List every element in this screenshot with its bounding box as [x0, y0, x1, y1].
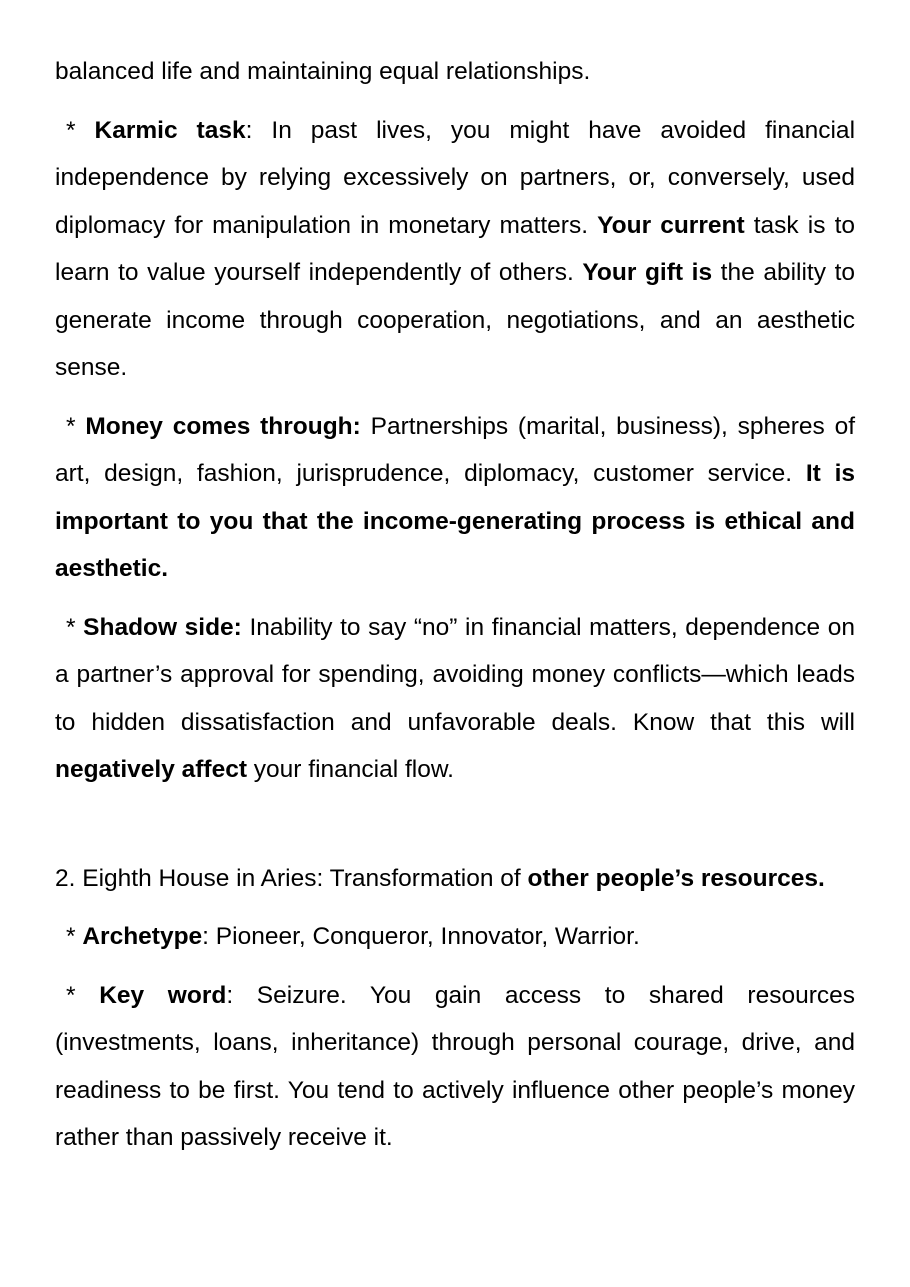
key-word-label: Key word [99, 981, 227, 1009]
bullet-marker: * [66, 116, 95, 144]
document-page [55, 48, 855, 1173]
archetype-paragraph [55, 913, 855, 961]
your-current-bold: Your current [597, 211, 745, 239]
money-comes-paragraph [55, 403, 855, 593]
karmic-task-text-3: the ability to generate income through cooperation, negotiations, and an aesthetic sense. [55, 259, 855, 381]
continuation-paragraph [55, 48, 855, 96]
bullet-marker: * [66, 981, 100, 1009]
other-peoples-resources-bold: other people’s resources. [527, 864, 825, 892]
your-gift-bold: Your gift is [582, 259, 713, 286]
continuation-text: balanced life and maintaining equal relationships. [55, 58, 591, 85]
money-comes-label: Money comes through: [85, 412, 361, 440]
shadow-side-label: Shadow side: [83, 613, 242, 641]
important-ethical-bold: It is important to you that the income-generating process is ethical and aesthetic. [55, 460, 855, 582]
archetype-text: : Pioneer, Conqueror, Innovator, Warrior. [202, 923, 640, 950]
bullet-marker: * [66, 412, 86, 440]
shadow-side-text: Inability to say “no” in financial matters, dependence on a partner’s approval for spending, avoiding money conflicts—which leads to hidden dissatisfaction and unfavorable deals. Know that this will [55, 613, 855, 736]
bullet-marker: * [66, 923, 83, 950]
negatively-affect-bold: negatively affect [55, 756, 247, 783]
money-comes-text: Partnerships (marital, business), spheres of art, design, fashion, jurisprudence, diplomacy, customer service. [55, 412, 856, 487]
karmic-task-text: : In past lives, you might have avoided financial independence by relying excessively on partners, or, conversely, used diplomacy for manipulation in monetary matters. [55, 116, 856, 239]
eighth-house-heading [55, 855, 855, 903]
karmic-task-paragraph [55, 107, 855, 392]
bullet-marker: * [66, 613, 84, 641]
archetype-label: Archetype [82, 923, 203, 950]
karmic-task-text-2: task is to learn to value yourself independently of others. [55, 211, 856, 286]
karmic-task-label: Karmic task [94, 116, 246, 144]
section-gap [55, 805, 855, 855]
key-word-text: : Seizure. You gain access to shared resources (investments, loans, inheritance) through personal courage, drive, and readiness to be first. You tend to actively influence other people’s money rather than passively receive it. [55, 981, 855, 1151]
key-word-paragraph [55, 972, 855, 1162]
eighth-house-text: 2. Eighth House in Aries: Transformation of [55, 864, 528, 892]
shadow-side-paragraph [55, 604, 855, 794]
shadow-side-text-2: your financial flow. [247, 756, 454, 783]
